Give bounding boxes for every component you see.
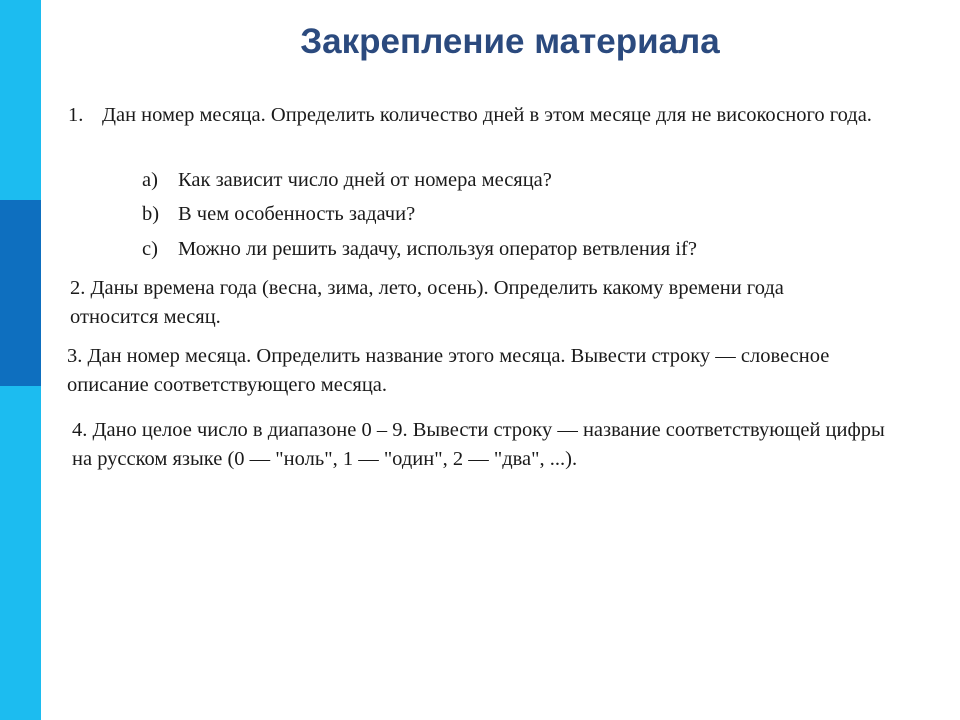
task-4: 4. Дано целое число в диапазоне 0 – 9. Вывести строку — название соответствующей цифры на русском языке (0 — "ноль", 1 — "один", 2 — "два", ...). <box>72 419 885 470</box>
task-1-subitem <box>142 235 697 264</box>
task-3: 3. Дан номер месяца. Определить название этого месяца. Вывести строку — словесное описание соответствующего месяца. <box>67 345 830 396</box>
task-1-text: Дан номер месяца. Определить количество дней в этом месяце для не високосного года. <box>102 104 872 126</box>
subitem-text: В чем особенность задачи? <box>178 203 416 225</box>
side-accent-bar-dark <box>0 200 41 386</box>
task-1 <box>68 101 916 130</box>
side-divider <box>41 0 43 720</box>
subitem-text: Как зависит число дней от номера месяца? <box>178 169 552 191</box>
subitem-text: Можно ли решить задачу, используя оператор ветвления if? <box>178 238 697 260</box>
subitem-marker: c) <box>142 238 158 260</box>
subitem-marker: b) <box>142 203 160 225</box>
task-1-subitem <box>142 166 552 195</box>
task-2: 2. Даны времена года (весна, зима, лето, осень). Определить какому времени года относится месяц. <box>70 277 784 328</box>
task-1-subitem <box>142 200 415 229</box>
subitem-marker: a) <box>142 169 158 191</box>
slide-title: Закрепление материала <box>300 22 720 61</box>
task-1-number: 1. <box>68 104 84 126</box>
